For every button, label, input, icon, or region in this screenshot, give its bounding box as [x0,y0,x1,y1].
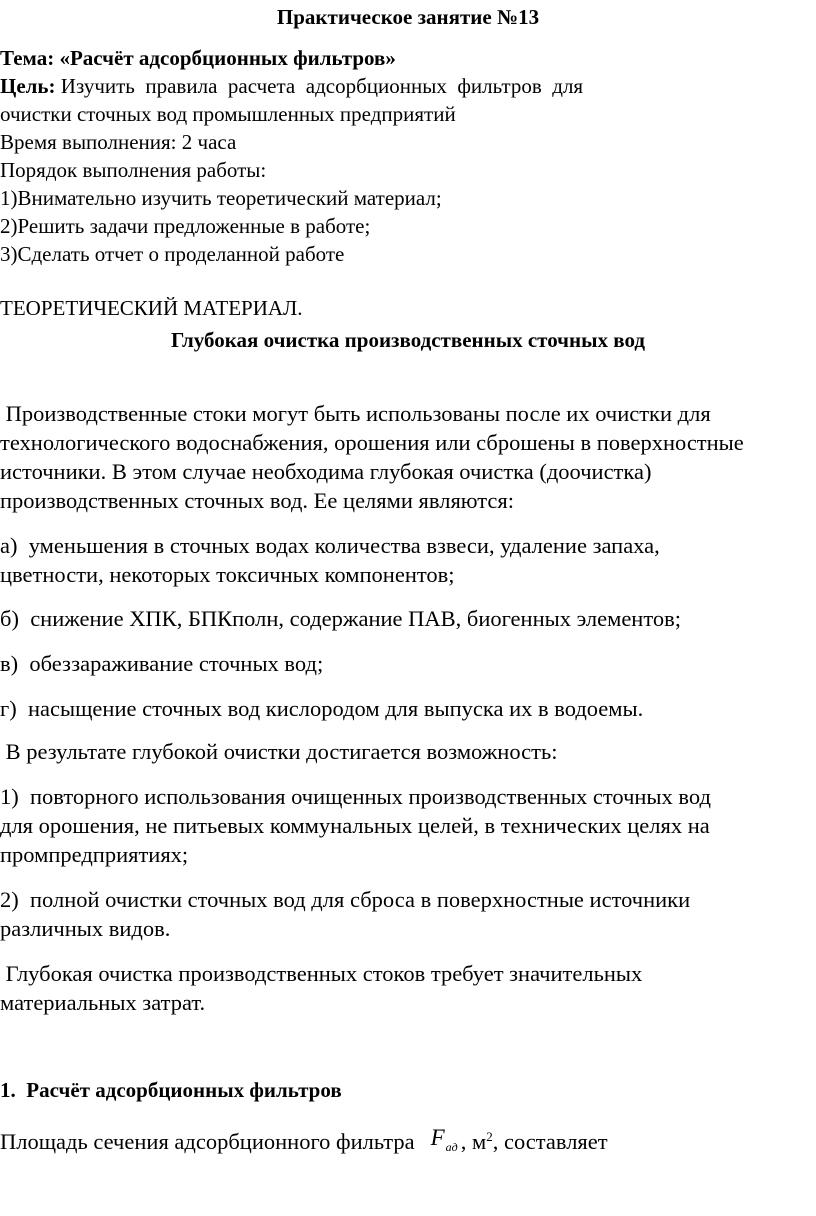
time-line: Время выполнения: 2 часа [0,130,237,154]
formula-symbol: F [430,1125,445,1150]
unit-prefix: , м [460,1129,487,1154]
unit-superscript: 2 [486,1129,493,1144]
order-title: Порядок выполнения работы: [0,158,267,182]
goal-text-2: очистки сточных вод промышленных предприятий [0,102,456,126]
cost-line: Глубокая очистка производственных стоков требует значительных [0,961,643,986]
formula-text-before: Площадь сечения адсорбционного фильтра [0,1129,415,1154]
formula-line [0,1125,608,1158]
unit-suffix: , составляет [492,1129,608,1154]
step-item: 3)Сделать отчет о проделанной работе [0,242,345,266]
goal-item-a-2: цветности, некоторых токсичных компонентов; [0,562,455,587]
result-2-line: различных видов. [0,916,171,941]
intro-line: источники. В этом случае необходима глубокая очистка (доочистка) [0,459,652,484]
topic-line [0,45,396,71]
formula-subscript: ад [445,1140,458,1154]
goal-item-a-1: а) уменьшения в сточных водах количества взвеси, удаление запаха, [0,533,660,558]
theory-heading: ТЕОРЕТИЧЕСКИЙ МАТЕРИАЛ. [0,296,303,320]
goal-item-v: в) обеззараживание сточных вод; [0,651,324,676]
topic-value: «Расчёт адсорбционных фильтров» [59,46,396,70]
intro-line: технологического водоснабжения, орошения или сброшены в поверхностные [0,430,744,455]
intro-line: производственных сточных вод. Ее целями являются: [0,488,514,513]
result-1-line: промпредприятиях; [0,842,189,867]
theory-subheading: Глубокая очистка производственных сточных вод [171,328,645,352]
result-intro: В результате глубокой очистки достигается возможность: [0,739,558,764]
cost-line: материальных затрат. [0,990,206,1015]
goal-item-g: г) насыщение сточных вод кислородом для выпуска их в водоемы. [0,696,644,721]
goal-text-1: Изучить правила расчета адсорбционных фильтров для [60,74,584,98]
topic-label: Тема: [0,46,55,70]
section-heading: 1. Расчёт адсорбционных фильтров [0,1078,342,1102]
goal-item-b: б) снижение ХПК, БПКполн, содержание ПАВ, биогенных элементов; [0,606,682,631]
formula-F-ad [431,1125,457,1154]
intro-line: Производственные стоки могут быть использованы после их очистки для [0,401,711,426]
page-title: Практическое занятие №13 [276,5,540,29]
goal-line [0,73,583,99]
result-2-line: 2) полной очистки сточных вод для сброса в поверхностные источники [0,887,691,912]
goal-label: Цель: [0,74,56,98]
result-1-line: для орошения, не питьевых коммунальных целей, в технических целях на [0,813,710,838]
step-item: 1)Внимательно изучить теоретический материал; [0,186,442,210]
result-1-line: 1) повторного использования очищенных производственных сточных вод [0,784,711,809]
step-item: 2)Решить задачи предложенные в работе; [0,214,371,238]
